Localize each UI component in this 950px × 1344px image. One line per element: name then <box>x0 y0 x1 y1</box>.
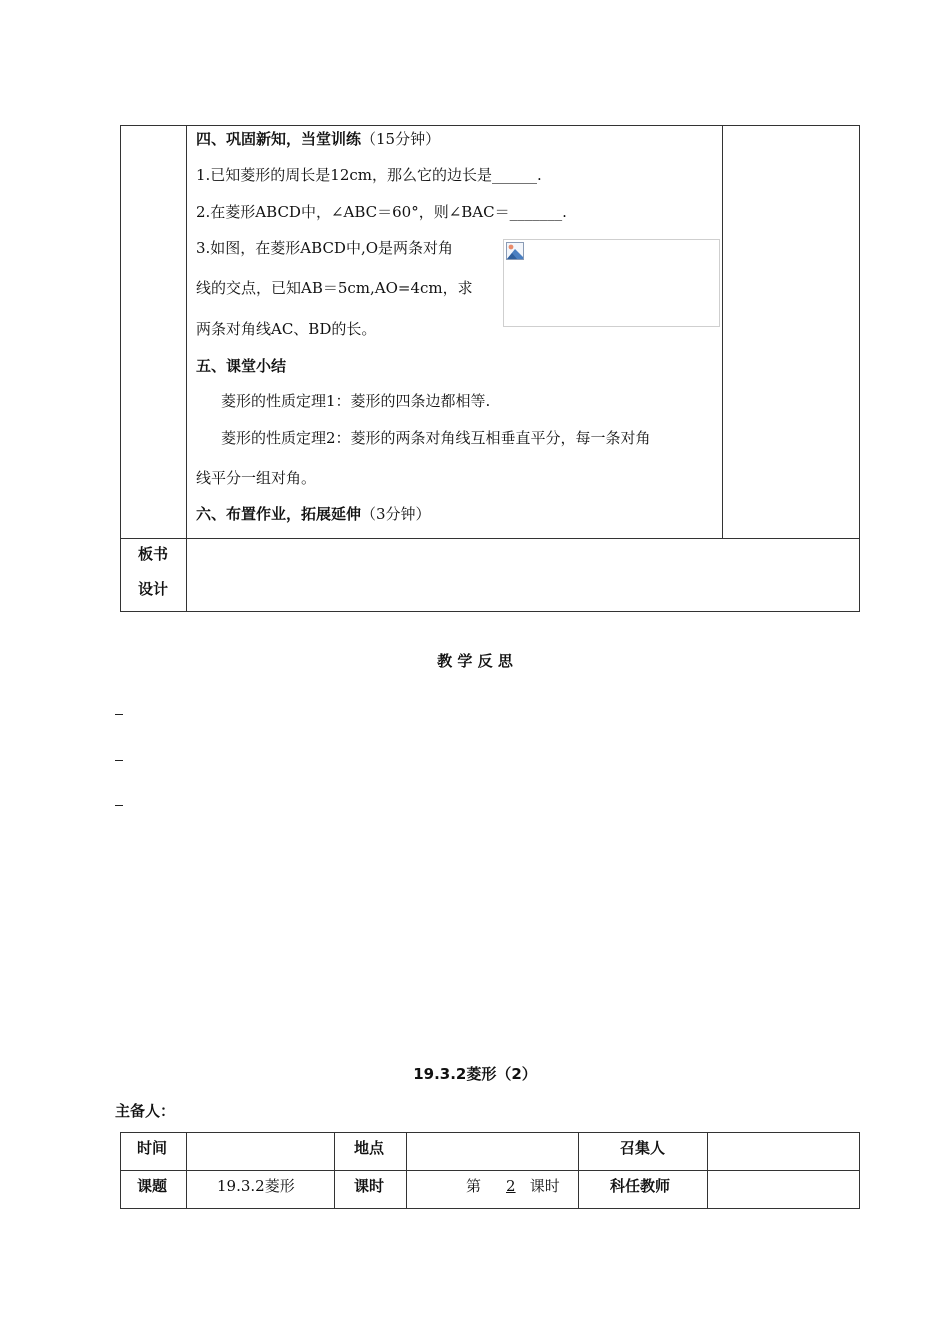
section6-heading <box>196 503 431 524</box>
reflection-line-3 <box>115 805 123 806</box>
question-2: 2.在菱形ABCD中，∠ABC＝60°，则∠BAC＝_______. <box>196 203 567 221</box>
section4-title: 四、巩固新知，当堂训练 <box>196 130 362 148</box>
question-3-line-3: 两条对角线AC、BD的长。 <box>196 320 377 338</box>
section4-time: （15分钟） <box>361 130 441 148</box>
period-prefix: 第 <box>466 1177 482 1195</box>
next-lesson-title: 19.3.2菱形（2） <box>413 1065 537 1083</box>
section4-heading <box>196 128 440 149</box>
summary-theorem-1: 菱形的性质定理1：菱形的四条边都相等. <box>221 392 491 410</box>
preparer-label: 主备人： <box>115 1102 176 1120</box>
rhombus-figure-image <box>503 239 720 327</box>
reflection-line-1 <box>115 714 123 715</box>
period-value <box>466 1175 560 1196</box>
section5-title: 五、课堂小结 <box>196 357 287 375</box>
question-3-line-2: 线的交点，已知AB＝5cm,AO=4cm，求 <box>196 279 473 297</box>
topic-label: 课题 <box>137 1177 168 1195</box>
time-label: 时间 <box>137 1139 168 1157</box>
broken-image-icon <box>506 242 524 260</box>
topic-value: 19.3.2菱形 <box>217 1177 295 1195</box>
reflection-title: 教 学 反 思 <box>437 652 513 670</box>
summary-theorem-2-line-1: 菱形的性质定理2：菱形的两条对角线互相垂直平分，每一条对角 <box>221 429 651 447</box>
question-1: 1.已知菱形的周长是12cm，那么它的边长是______. <box>196 166 542 184</box>
summary-theorem-2-line-2: 线平分一组对角。 <box>196 469 317 487</box>
place-label: 地点 <box>354 1139 385 1157</box>
section6-time: （3分钟） <box>361 505 431 523</box>
period-number: 2 <box>506 1177 516 1195</box>
period-suffix: 课时 <box>529 1177 560 1195</box>
section6-title: 六、布置作业，拓展延伸 <box>196 505 362 523</box>
convener-label: 召集人 <box>620 1139 666 1157</box>
period-label: 课时 <box>354 1177 385 1195</box>
teacher-label: 科任教师 <box>610 1177 671 1195</box>
question-3-line-1: 3.如图，在菱形ABCD中,O是两条对角 <box>196 239 454 257</box>
board-design-label-1: 板书 <box>138 545 169 563</box>
board-design-label-2: 设计 <box>138 580 169 598</box>
reflection-line-2 <box>115 760 123 761</box>
